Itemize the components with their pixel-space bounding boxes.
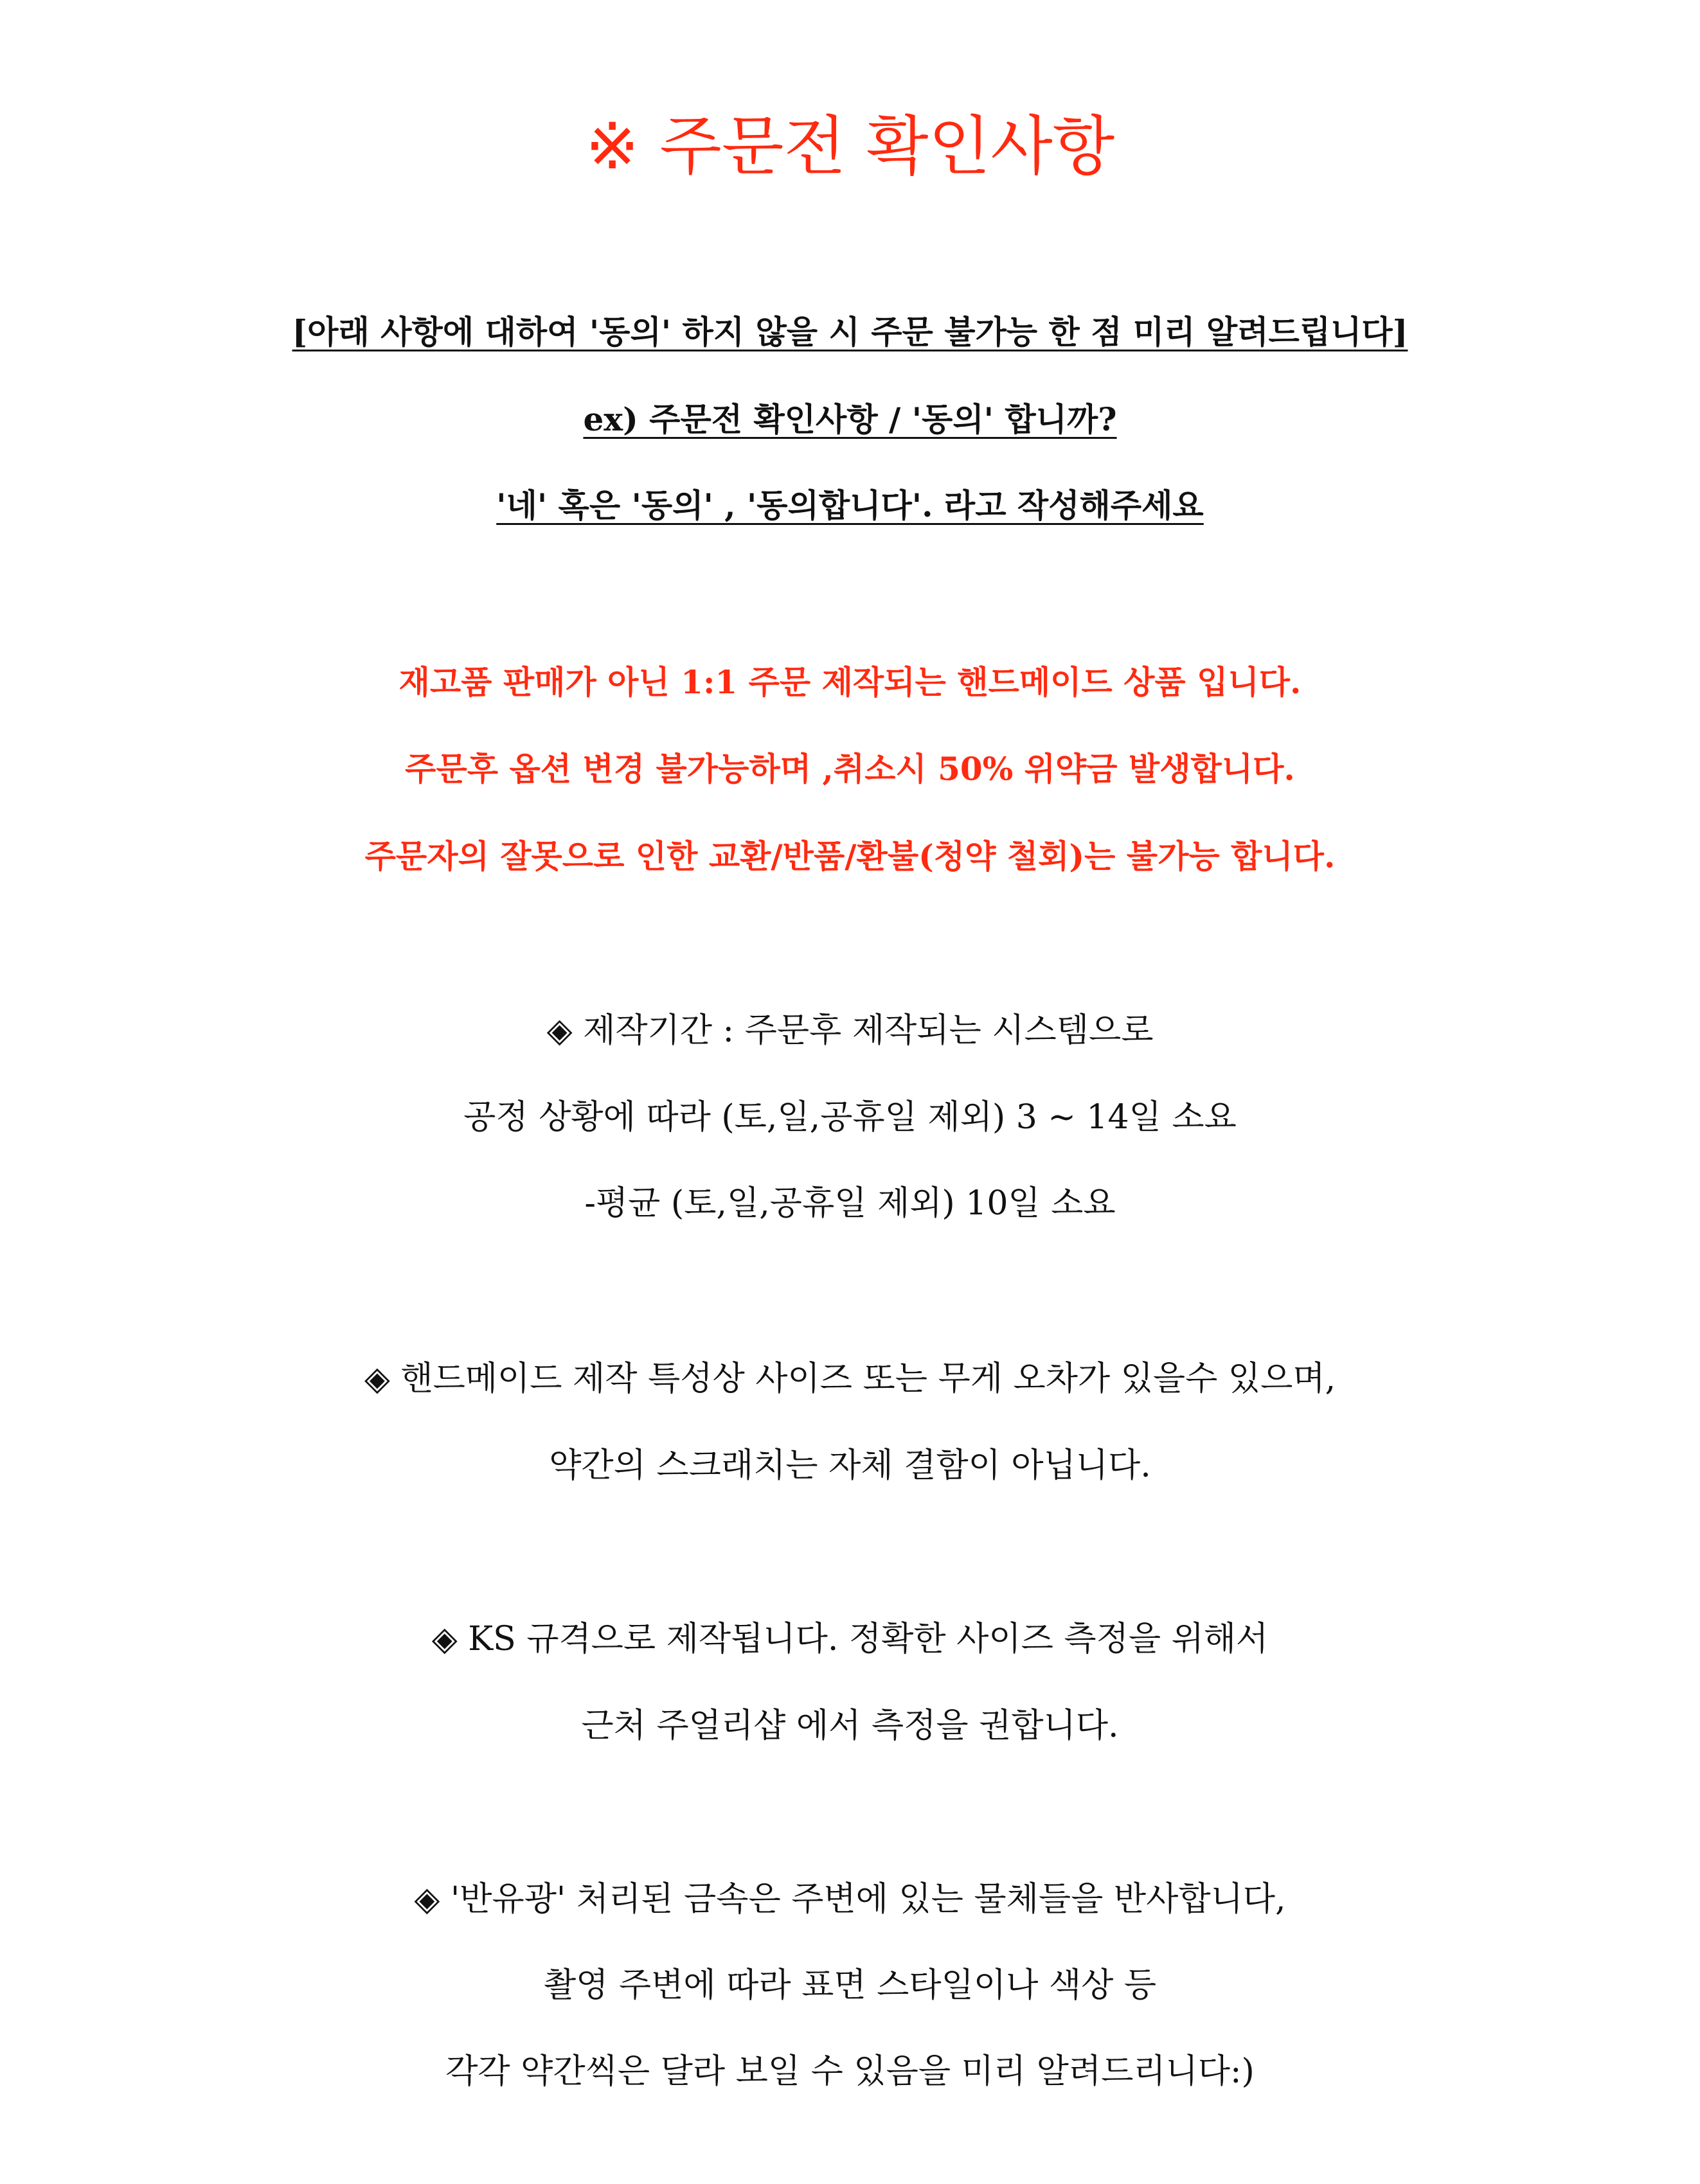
finish-notice-heading: ◈ '반유광' 처리된 금속은 주변에 있는 물체들을 반사합니다,: [414, 1880, 1286, 1919]
warning-refund-line: 주문자의 잘못으로 인한 교환/반품/환불(청약 철회)는 불가능 합니다.: [364, 837, 1336, 875]
ks-standard-detail: 근처 주얼리샵 에서 측정을 권합니다.: [581, 1707, 1119, 1745]
warning-cancellation-line: 주문후 옵션 변경 불가능하며 ,취소시 50% 위약금 발생합니다.: [405, 750, 1295, 788]
finish-notice-detail-2: 각각 약간씩은 달라 보일 수 있음을 미리 알려드리니다:): [445, 2052, 1255, 2091]
ks-standard-heading: ◈ KS 규격으로 제작됩니다. 정확한 사이즈 측정을 위해서: [431, 1620, 1269, 1658]
page-title: ※ 주문전 확인사항: [585, 109, 1115, 184]
agreement-notice-line: [아래 사항에 대하여 '동의' 하지 않을 시 주문 불가능 한 점 미리 알려드립니다]: [292, 313, 1408, 351]
agreement-instruction-line: '네' 혹은 '동의' , '동의합니다'. 라고 작성해주세요: [496, 486, 1204, 524]
warning-handmade-line: 재고품 판매가 아닌 1:1 주문 제작되는 핸드메이드 상품 입니다.: [398, 663, 1302, 701]
production-period-heading: ◈ 제작기간 : 주문후 제작되는 시스템으로: [546, 1011, 1154, 1050]
tolerance-notice-heading: ◈ 핸드메이드 제작 특성상 사이즈 또는 무게 오차가 있을수 있으며,: [364, 1360, 1336, 1398]
production-period-range: 공정 상황에 따라 (토,일,공휴일 제외) 3 ~ 14일 소요: [463, 1098, 1237, 1137]
tolerance-notice-detail: 약간의 스크래치는 자체 결함이 아닙니다.: [549, 1446, 1151, 1485]
production-period-average: -평균 (토,일,공휴일 제외) 10일 소요: [584, 1184, 1116, 1223]
agreement-example-line: ex) 주문전 확인사항 / '동의' 합니까?: [583, 400, 1117, 438]
finish-notice-detail-1: 촬영 주변에 따라 표면 스타일이나 색상 등: [543, 1966, 1157, 2005]
